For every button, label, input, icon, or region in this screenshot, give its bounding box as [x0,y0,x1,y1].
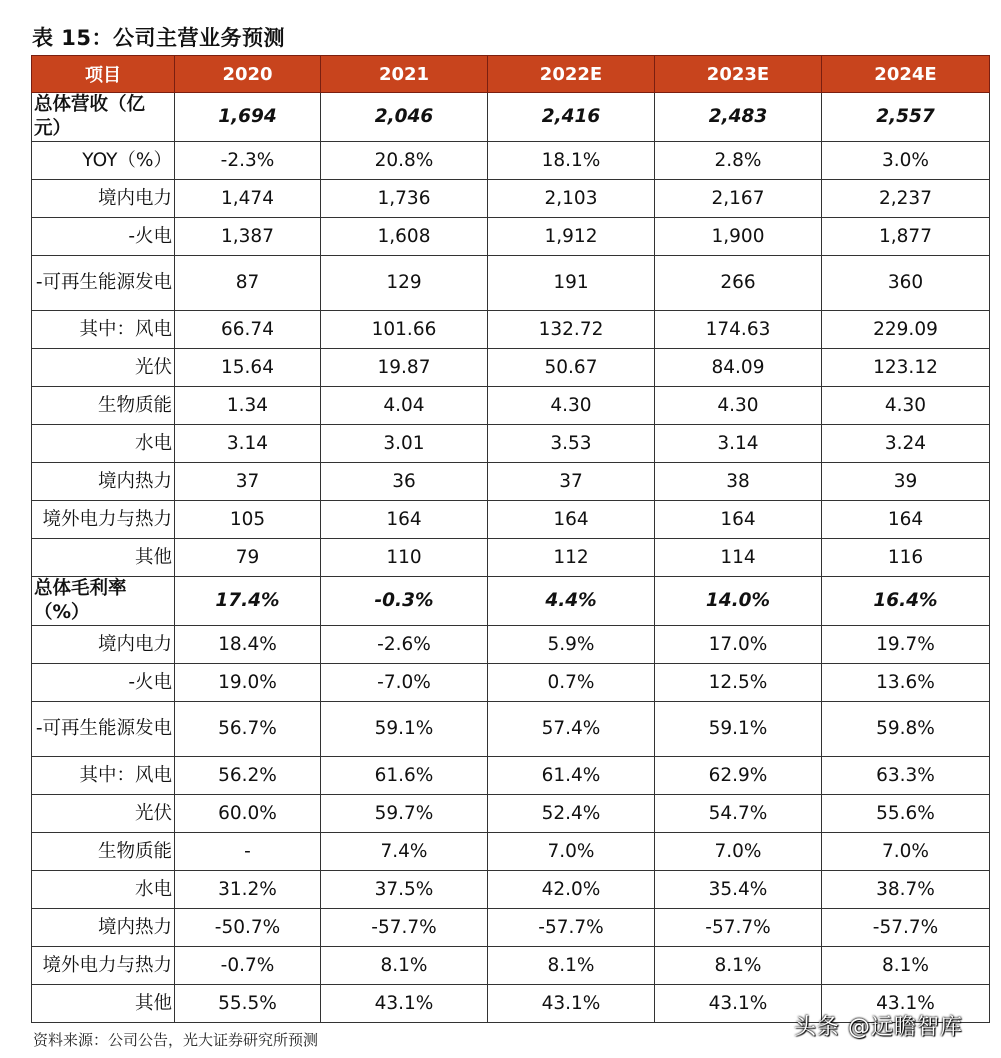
cell-value: 43.1% [321,985,488,1023]
cell-value: 12.5% [655,664,822,702]
cell-value: 110 [321,539,488,577]
row-label: YOY（%） [32,142,175,180]
row-label: 境内热力 [32,463,175,501]
cell-value: -7.0% [321,664,488,702]
row-label: -可再生能源发电 [32,702,175,757]
cell-value: 59.7% [321,795,488,833]
cell-value: 4.4% [488,577,655,626]
cell-value: 17.4% [175,577,321,626]
cell-value: -2.6% [321,626,488,664]
table-row [32,256,990,311]
cell-value: 7.0% [822,833,990,871]
cell-value: 37 [488,463,655,501]
cell-value: 56.2% [175,757,321,795]
cell-value: 43.1% [488,985,655,1023]
cell-value: 7.0% [488,833,655,871]
cell-value: 164 [822,501,990,539]
header-2022e: 2022E [488,56,655,93]
cell-value: 1,736 [321,180,488,218]
cell-value: -2.3% [175,142,321,180]
cell-value: -50.7% [175,909,321,947]
cell-value: 1,608 [321,218,488,256]
cell-value: 1,474 [175,180,321,218]
table-row [32,795,990,833]
cell-value: 57.4% [488,702,655,757]
cell-value: 4.30 [488,387,655,425]
cell-value: 4.04 [321,387,488,425]
source-note: 资料来源：公司公告，光大证券研究所预测 [33,1031,319,1049]
cell-value: 4.30 [655,387,822,425]
cell-value: -57.7% [655,909,822,947]
cell-value: 229.09 [822,311,990,349]
cell-value: 63.3% [822,757,990,795]
watermark: 头条 @远瞻智库 [794,1015,963,1040]
cell-value: 39 [822,463,990,501]
cell-value: 114 [655,539,822,577]
cell-value: 18.1% [488,142,655,180]
cell-value: 59.1% [655,702,822,757]
table-row [32,947,990,985]
cell-value: 3.53 [488,425,655,463]
cell-value: -0.3% [321,577,488,626]
row-label: 光伏 [32,349,175,387]
table-row [32,311,990,349]
cell-value: 8.1% [488,947,655,985]
cell-value: 3.14 [655,425,822,463]
cell-value: 2,167 [655,180,822,218]
table-row [32,833,990,871]
cell-value: 2,103 [488,180,655,218]
cell-value: 1,694 [175,93,321,142]
cell-value: 79 [175,539,321,577]
cell-value: 191 [488,256,655,311]
row-label: 境内电力 [32,180,175,218]
cell-value: 8.1% [655,947,822,985]
cell-value: 31.2% [175,871,321,909]
cell-value: 56.7% [175,702,321,757]
header-row [32,56,990,93]
cell-value: 8.1% [822,947,990,985]
table-row [32,463,990,501]
table-row [32,425,990,463]
cell-value: 52.4% [488,795,655,833]
cell-value: 50.67 [488,349,655,387]
cell-value: 60.0% [175,795,321,833]
cell-value: 87 [175,256,321,311]
cell-value: 101.66 [321,311,488,349]
cell-value: 164 [655,501,822,539]
cell-value: 38.7% [822,871,990,909]
cell-value: 59.1% [321,702,488,757]
cell-value: 13.6% [822,664,990,702]
cell-value: 164 [321,501,488,539]
table-row [32,218,990,256]
table-row [32,387,990,425]
cell-value: 1,877 [822,218,990,256]
cell-value: -0.7% [175,947,321,985]
row-label: 总体营收（亿元） [32,93,175,142]
table-row [32,909,990,947]
table-row [32,577,990,626]
cell-value: 37 [175,463,321,501]
cell-value: 3.0% [822,142,990,180]
table-row [32,180,990,218]
row-label: 境外电力与热力 [32,501,175,539]
header-2020: 2020 [175,56,321,93]
cell-value: 2,483 [655,93,822,142]
table-title: 表 15：公司主营业务预测 [32,26,286,50]
cell-value: 2,237 [822,180,990,218]
cell-value: 43.1% [655,985,822,1023]
cell-value: 38 [655,463,822,501]
table-row [32,702,990,757]
cell-value: 360 [822,256,990,311]
cell-value: 3.14 [175,425,321,463]
cell-value: 132.72 [488,311,655,349]
cell-value: 129 [321,256,488,311]
table-row [32,664,990,702]
row-label: -火电 [32,218,175,256]
row-label: 光伏 [32,795,175,833]
forecast-table [31,55,990,1023]
row-label: 生物质能 [32,387,175,425]
cell-value: 35.4% [655,871,822,909]
cell-value: 14.0% [655,577,822,626]
cell-value: -57.7% [488,909,655,947]
cell-value: 19.7% [822,626,990,664]
row-label: 其他 [32,985,175,1023]
cell-value: 2.8% [655,142,822,180]
table-row [32,757,990,795]
cell-value: 62.9% [655,757,822,795]
cell-value: 42.0% [488,871,655,909]
row-label: 其中：风电 [32,757,175,795]
cell-value: 0.7% [488,664,655,702]
cell-value: 3.01 [321,425,488,463]
cell-value: 266 [655,256,822,311]
table-row [32,501,990,539]
cell-value: 19.0% [175,664,321,702]
cell-value: 20.8% [321,142,488,180]
row-label: 境内热力 [32,909,175,947]
row-label: 其中：风电 [32,311,175,349]
cell-value: 15.64 [175,349,321,387]
cell-value: 19.87 [321,349,488,387]
cell-value: 1.34 [175,387,321,425]
row-label: 境内电力 [32,626,175,664]
cell-value: 43.1% [822,985,990,1023]
cell-value: 55.6% [822,795,990,833]
cell-value: 8.1% [321,947,488,985]
cell-value: 37.5% [321,871,488,909]
table-row [32,539,990,577]
cell-value: 59.8% [822,702,990,757]
row-label: 总体毛利率（%） [32,577,175,626]
cell-value: 2,046 [321,93,488,142]
cell-value: 17.0% [655,626,822,664]
cell-value: 123.12 [822,349,990,387]
cell-value: 174.63 [655,311,822,349]
cell-value: 55.5% [175,985,321,1023]
header-item: 项目 [32,56,175,93]
cell-value: 105 [175,501,321,539]
row-label: 其他 [32,539,175,577]
row-label: -火电 [32,664,175,702]
cell-value: 1,900 [655,218,822,256]
cell-value: 61.4% [488,757,655,795]
row-label: -可再生能源发电 [32,256,175,311]
cell-value: 3.24 [822,425,990,463]
cell-value: 16.4% [822,577,990,626]
header-2024e: 2024E [822,56,990,93]
table-row [32,142,990,180]
cell-value: 84.09 [655,349,822,387]
cell-value: 54.7% [655,795,822,833]
cell-value: -57.7% [822,909,990,947]
table-row [32,93,990,142]
cell-value: 36 [321,463,488,501]
cell-value: 7.4% [321,833,488,871]
table-row [32,349,990,387]
cell-value: 4.30 [822,387,990,425]
cell-value: 116 [822,539,990,577]
cell-value: 18.4% [175,626,321,664]
cell-value: 7.0% [655,833,822,871]
cell-value: 5.9% [488,626,655,664]
cell-value: 1,387 [175,218,321,256]
row-label: 境外电力与热力 [32,947,175,985]
cell-value: - [175,833,321,871]
cell-value: -57.7% [321,909,488,947]
header-2023e: 2023E [655,56,822,93]
cell-value: 112 [488,539,655,577]
cell-value: 2,416 [488,93,655,142]
row-label: 水电 [32,871,175,909]
cell-value: 66.74 [175,311,321,349]
row-label: 生物质能 [32,833,175,871]
cell-value: 164 [488,501,655,539]
row-label: 水电 [32,425,175,463]
table-row [32,871,990,909]
header-2021: 2021 [321,56,488,93]
cell-value: 61.6% [321,757,488,795]
table-row [32,626,990,664]
cell-value: 1,912 [488,218,655,256]
cell-value: 2,557 [822,93,990,142]
